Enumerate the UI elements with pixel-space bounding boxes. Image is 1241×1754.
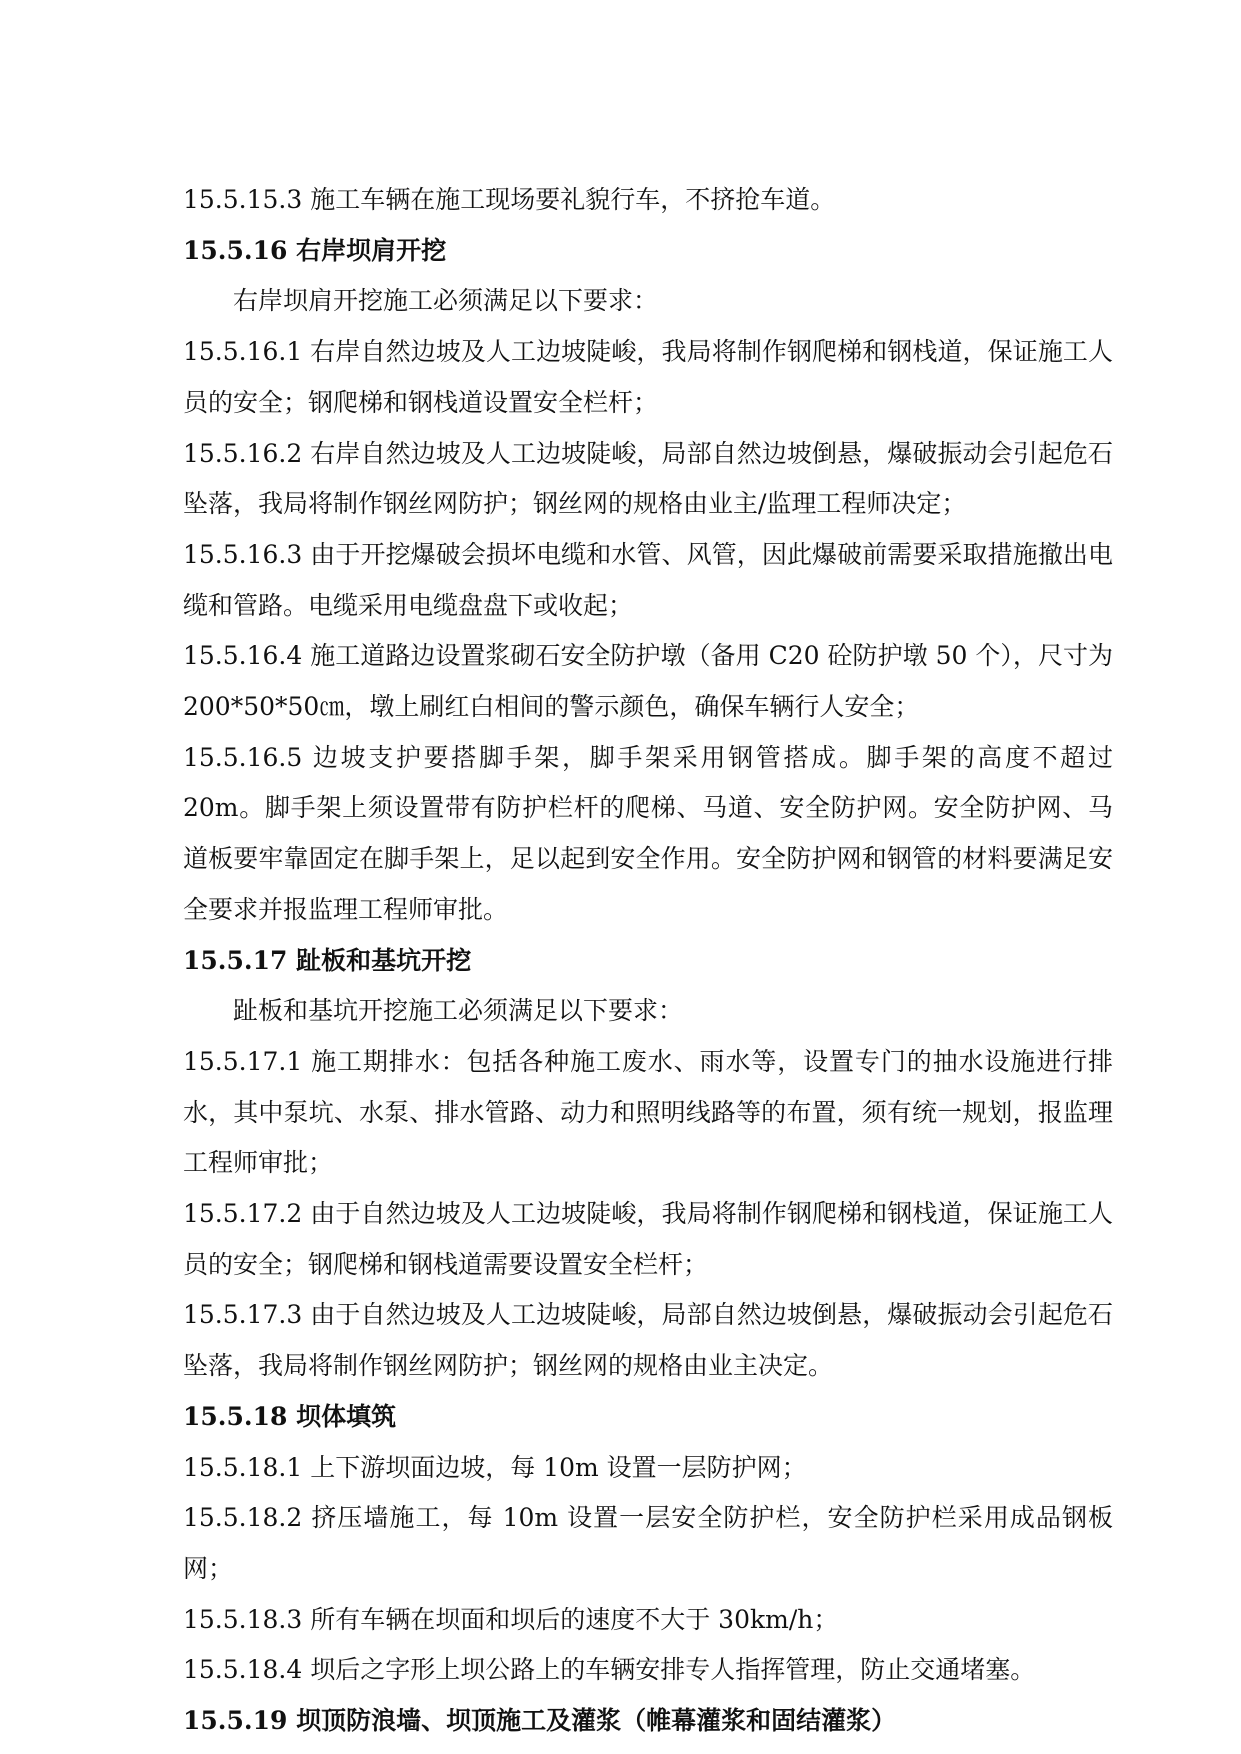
section-heading-15-5-16: 15.5.16 右岸坝肩开挖 xyxy=(183,235,447,265)
clause-15-5-15-3: 15.5.15.3 施工车辆在施工现场要礼貌行车，不挤抢车道。 xyxy=(183,185,836,214)
section-heading-15-5-18: 15.5.18 坝体填筑 xyxy=(183,1401,397,1431)
clause-15-5-16-1: 15.5.16.1 右岸自然边坡及人工边坡陡峻，我局将制作钢爬梯和钢栈道，保证施工人员的安全；钢爬梯和钢栈道设置安全栏杆； xyxy=(183,337,1113,417)
clause-15-5-17-2: 15.5.17.2 由于自然边坡及人工边坡陡峻，我局将制作钢爬梯和钢栈道，保证施工人员的安全；钢爬梯和钢栈道需要设置安全栏杆； xyxy=(183,1199,1113,1279)
section-heading-15-5-17: 15.5.17 趾板和基坑开挖 xyxy=(183,945,472,975)
clause-15-5-16-3: 15.5.16.3 由于开挖爆破会损坏电缆和水管、风管，因此爆破前需要采取措施撤出电缆和管路。电缆采用电缆盘盘下或收起； xyxy=(183,539,1113,620)
clause-15-5-16-4: 15.5.16.4 施工道路边设置浆砌石安全防护墩（备用 C20 砼防护墩 50 个），尺寸为 200*50*50㎝，墩上刷红白相间的警示颜色，确保车辆行人安全； xyxy=(183,641,1113,722)
clause-15-5-18-3: 15.5.18.3 所有车辆在坝面和坝后的速度不大于 30km/h； xyxy=(183,1604,839,1634)
section-intro-15-5-16: 右岸坝肩开挖施工必须满足以下要求： xyxy=(233,286,659,316)
clause-15-5-17-1: 15.5.17.1 施工期排水：包括各种施工废水、雨水等，设置专门的抽水设施进行排水，其中泵坑、水泵、排水管路、动力和照明线路等的布置，须有统一规划，报监理工程师审批； xyxy=(183,1046,1113,1178)
section-heading-15-5-19: 15.5.19 坝顶防浪墙、坝顶施工及灌浆（帷幕灌浆和固结灌浆） xyxy=(183,1706,897,1736)
clause-15-5-18-4: 15.5.18.4 坝后之字形上坝公路上的车辆安排专人指挥管理，防止交通堵塞。 xyxy=(183,1655,1036,1685)
clause-15-5-18-2: 15.5.18.2 挤压墙施工，每 10m 设置一层安全防护栏，安全防护栏采用成品钢板网； xyxy=(183,1503,1113,1583)
document-body xyxy=(183,175,1113,1747)
clause-15-5-16-2: 15.5.16.2 右岸自然边坡及人工边坡陡峻，局部自然边坡倒悬，爆破振动会引起危石坠落，我局将制作钢丝网防护；钢丝网的规格由业主/监理工程师决定； xyxy=(183,438,1113,519)
section-intro-15-5-17: 趾板和基坑开挖施工必须满足以下要求： xyxy=(233,996,684,1026)
clause-15-5-16-5: 15.5.16.5 边坡支护要搭脚手架，脚手架采用钢管搭成。脚手架的高度不超过 20m。脚手架上须设置带有防护栏杆的爬梯、马道、安全防护网。安全防护网、马道板要牢靠固定在脚手架上，足以起到安全作用。安全防护网和钢管的材料要满足安全要求并报监理工程师审批。 xyxy=(183,742,1113,924)
clause-15-5-18-1: 15.5.18.1 上下游坝面边坡，每 10m 设置一层防护网； xyxy=(183,1452,807,1482)
clause-15-5-17-3: 15.5.17.3 由于自然边坡及人工边坡陡峻，局部自然边坡倒悬，爆破振动会引起危石坠落，我局将制作钢丝网防护；钢丝网的规格由业主决定。 xyxy=(183,1300,1113,1381)
